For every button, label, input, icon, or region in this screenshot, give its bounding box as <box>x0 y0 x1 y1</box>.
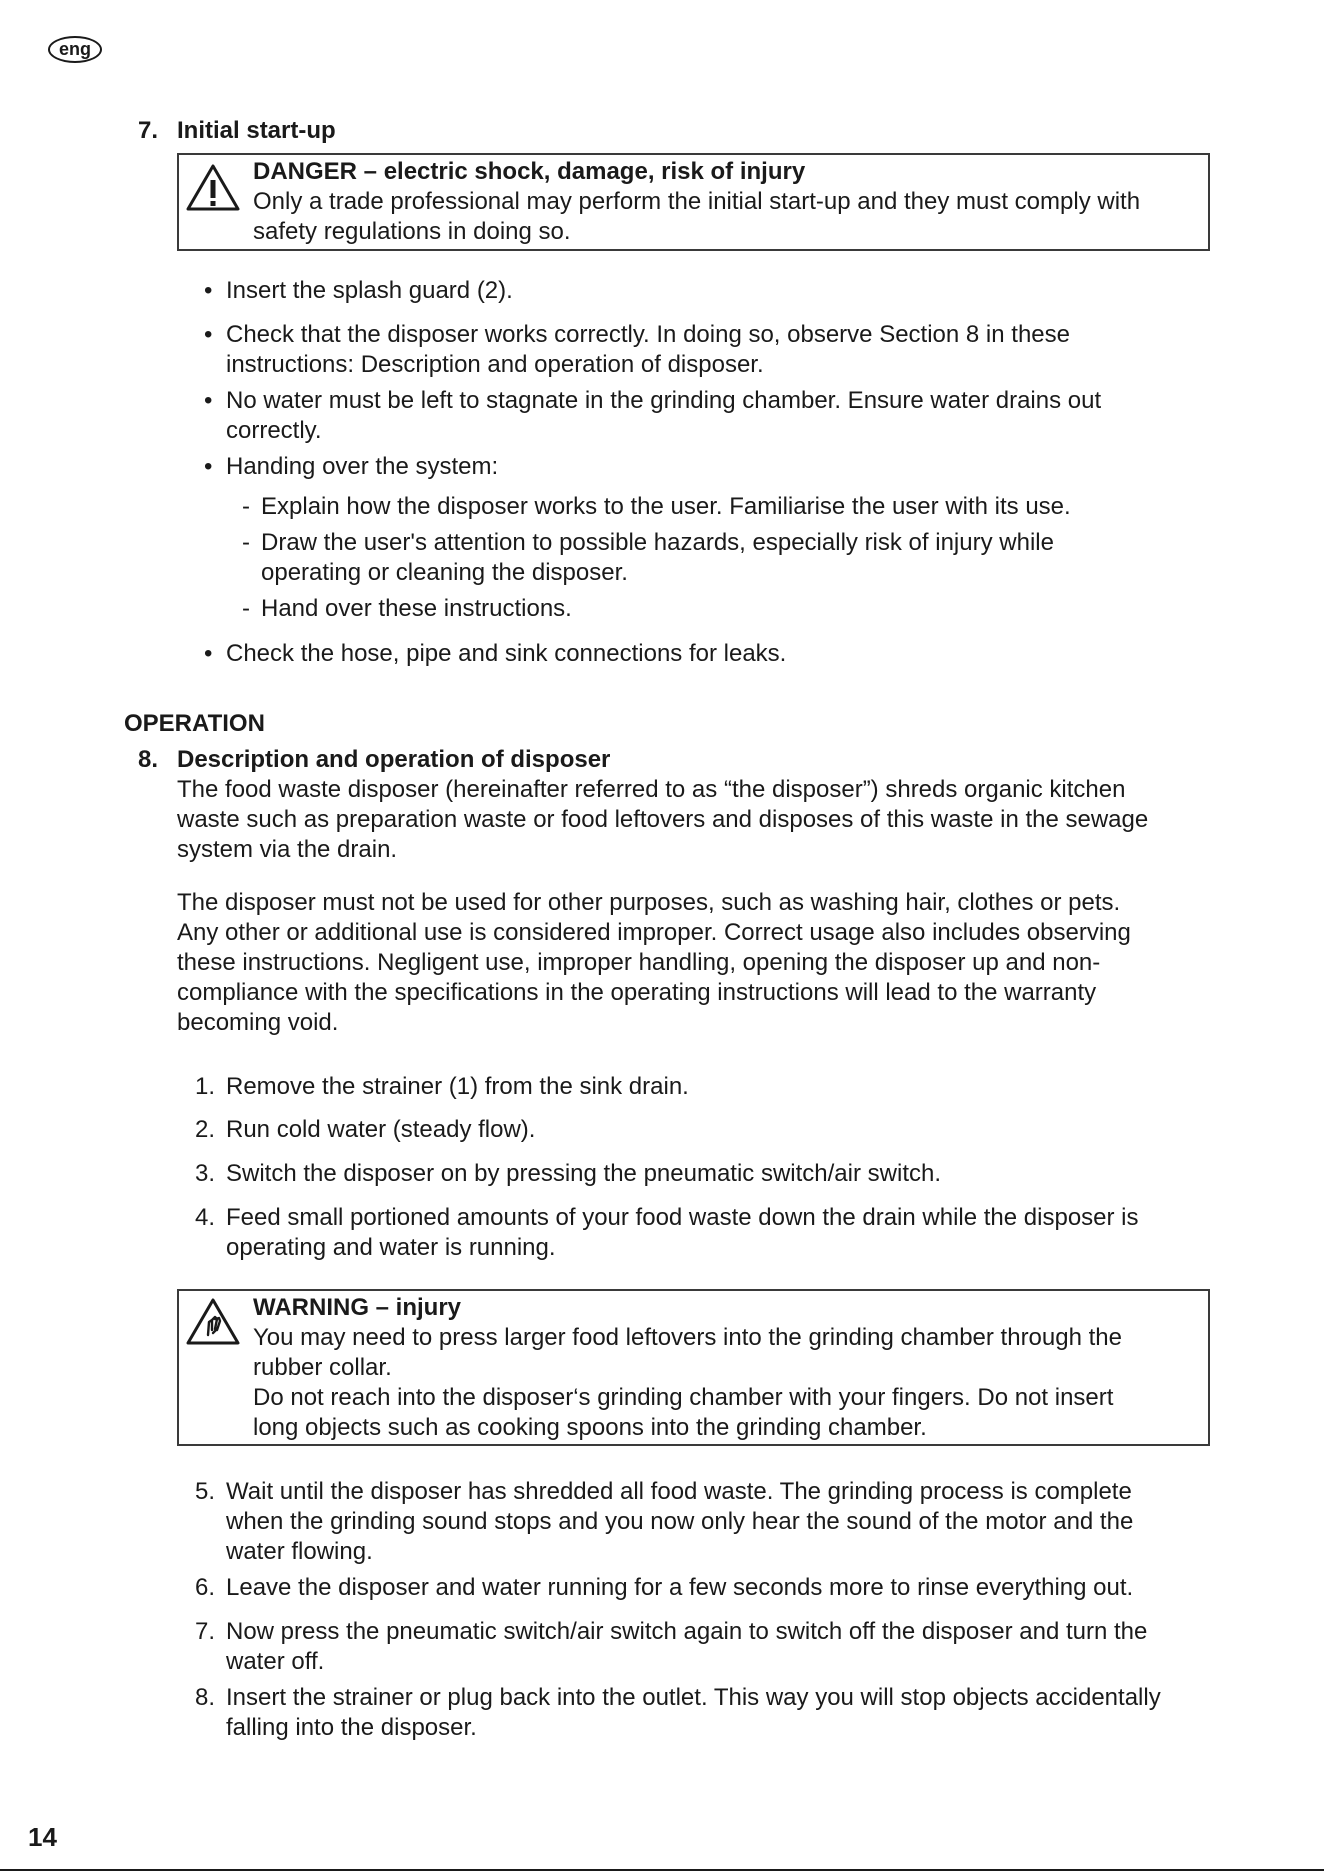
warning-text-line: long objects such as cooking spoons into the grinding chamber. <box>253 1414 927 1441</box>
step-number: 7. <box>195 1618 216 1645</box>
danger-text-line: Only a trade professional may perform the initial start-up and they must comply with <box>253 188 1141 215</box>
step-text: when the grinding sound stops and you now only hear the sound of the motor and the <box>226 1508 1134 1535</box>
step-text: Wait until the disposer has shredded all food waste. The grinding process is complete <box>226 1478 1132 1505</box>
operation-heading: OPERATION <box>124 710 265 737</box>
section-8-title: Description and operation of disposer <box>177 746 611 773</box>
hand-injury-warning-icon <box>185 1297 241 1347</box>
bullet-item-text: Insert the splash guard (2). <box>226 277 513 304</box>
paragraph-line: The disposer must not be used for other purposes, such as washing hair, clothes or pets. <box>177 889 1121 916</box>
step-text: Insert the strainer or plug back into the outlet. This way you will stop objects accidentally <box>226 1684 1161 1711</box>
page-number: 14 <box>28 1822 57 1852</box>
step-text: water flowing. <box>226 1538 373 1565</box>
step-text: water off. <box>226 1648 325 1675</box>
danger-text-line: safety regulations in doing so. <box>253 218 571 245</box>
step-text: Run cold water (steady flow). <box>226 1116 536 1143</box>
bullet-item-text: correctly. <box>226 417 322 444</box>
step-number: 5. <box>195 1478 216 1505</box>
bullet-dot: • <box>204 640 213 667</box>
warning-heading: WARNING – injury <box>253 1294 462 1321</box>
sub-item-dash: - <box>242 493 250 520</box>
bullet-item-text: Check that the disposer works correctly. In doing so, observe Section 8 in these <box>226 321 1070 348</box>
bullet-dot: • <box>204 277 213 304</box>
sub-item-text: Hand over these instructions. <box>261 595 572 622</box>
step-number: 6. <box>195 1574 216 1601</box>
paragraph-line: waste such as preparation waste or food leftovers and disposes of this waste in the sewage <box>177 806 1149 833</box>
sub-item-text: Draw the user's attention to possible hazards, especially risk of injury while <box>261 529 1054 556</box>
section-7-title: Initial start-up <box>177 117 336 144</box>
step-text: Leave the disposer and water running for a few seconds more to rinse everything out. <box>226 1574 1134 1601</box>
section-7-number: 7. <box>138 117 159 144</box>
bullet-item-text: Check the hose, pipe and sink connections for leaks. <box>226 640 787 667</box>
warning-text-line: rubber collar. <box>253 1354 392 1381</box>
sub-item-text: Explain how the disposer works to the user. Familiarise the user with its use. <box>261 493 1071 520</box>
step-text: Remove the strainer (1) from the sink drain. <box>226 1073 689 1100</box>
sub-item-text: operating or cleaning the disposer. <box>261 559 628 586</box>
step-number: 2. <box>195 1116 216 1143</box>
bullet-item-text: Handing over the system: <box>226 453 499 480</box>
warning-text-line: You may need to press larger food leftovers into the grinding chamber through the <box>253 1324 1122 1351</box>
paragraph-line: The food waste disposer (hereinafter referred to as “the disposer”) shreds organic kitchen <box>177 776 1126 803</box>
sub-item-dash: - <box>242 595 250 622</box>
paragraph-line: becoming void. <box>177 1009 339 1036</box>
step-text: falling into the disposer. <box>226 1714 477 1741</box>
step-text: Now press the pneumatic switch/air switch again to switch off the disposer and turn the <box>226 1618 1148 1645</box>
step-text: Feed small portioned amounts of your food waste down the drain while the disposer is <box>226 1204 1139 1231</box>
language-badge: eng <box>48 36 102 63</box>
paragraph-line: compliance with the specifications in the operating instructions will lead to the warranty <box>177 979 1097 1006</box>
bullet-dot: • <box>204 321 213 348</box>
step-text: operating and water is running. <box>226 1234 556 1261</box>
paragraph-line: these instructions. Negligent use, improper handling, opening the disposer up and non- <box>177 949 1101 976</box>
step-number: 8. <box>195 1684 216 1711</box>
step-number: 3. <box>195 1160 216 1187</box>
danger-electric-warning-icon <box>185 163 241 213</box>
bullet-item-text: No water must be left to stagnate in the grinding chamber. Ensure water drains out <box>226 387 1102 414</box>
bottom-rule <box>0 1869 1324 1871</box>
step-number: 4. <box>195 1204 216 1231</box>
bullet-dot: • <box>204 387 213 414</box>
bullet-dot: • <box>204 453 213 480</box>
sub-item-dash: - <box>242 529 250 556</box>
warning-text-line: Do not reach into the disposer‘s grinding chamber with your fingers. Do not insert <box>253 1384 1114 1411</box>
section-8-number: 8. <box>138 746 159 773</box>
paragraph-line: system via the drain. <box>177 836 398 863</box>
danger-heading: DANGER – electric shock, damage, risk of injury <box>253 158 806 185</box>
bullet-item-text: instructions: Description and operation of disposer. <box>226 351 764 378</box>
paragraph-line: Any other or additional use is considered improper. Correct usage also includes observing <box>177 919 1131 946</box>
step-number: 1. <box>195 1073 216 1100</box>
step-text: Switch the disposer on by pressing the pneumatic switch/air switch. <box>226 1160 941 1187</box>
